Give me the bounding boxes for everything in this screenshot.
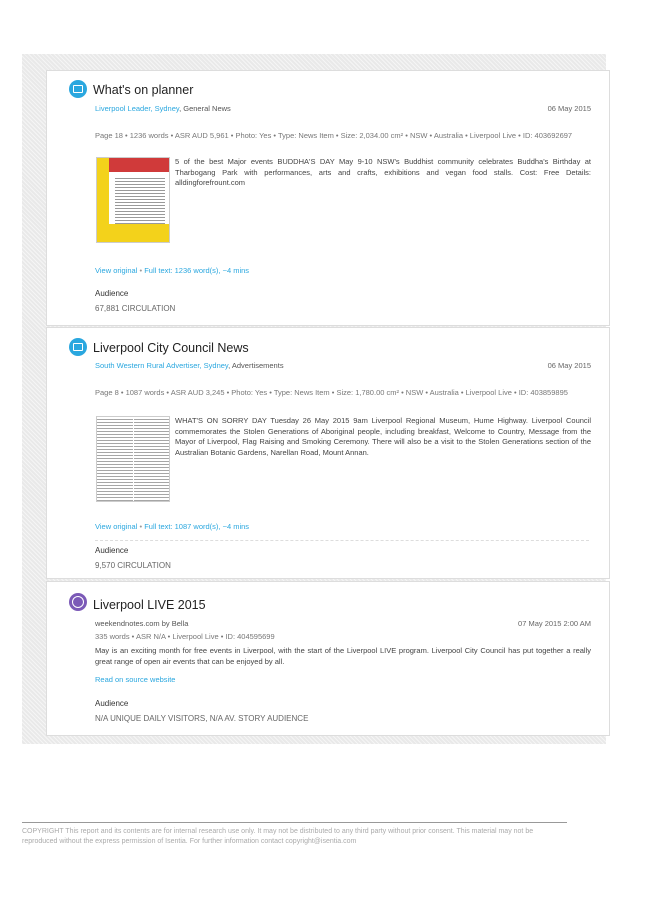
newspaper-icon <box>69 338 87 356</box>
article-meta: 335 words • ASR N/A • Liverpool Live • ID: 404595699 <box>95 632 275 641</box>
divider <box>95 540 589 541</box>
article-source <box>95 361 284 370</box>
audience-label: Audience <box>95 289 129 298</box>
clipping-thumbnail[interactable] <box>96 416 170 502</box>
article-card <box>46 327 610 579</box>
article-date: 07 May 2015 2:00 AM <box>518 619 591 628</box>
article-meta: Page 18 • 1236 words • ASR AUD 5,961 • Photo: Yes • Type: News Item • Size: 2,034.00 cm² • NSW • Australia • Liverpool Live • ID: 403692697 <box>95 131 573 140</box>
article-category: , General News <box>179 104 231 113</box>
article-excerpt: May is an exciting month for free events in Liverpool, with the start of the Liverpool LIVE program. Liverpool City Council has put together a really great range of open air events that can be enjoyed by all. <box>95 646 591 666</box>
article-source <box>95 104 231 113</box>
view-original-link[interactable]: View original <box>95 522 138 531</box>
audience-label: Audience <box>95 699 129 708</box>
audience-label: Audience <box>95 546 129 555</box>
copyright-footer: COPYRIGHT This report and its contents are for internal research use only. It may not be distributed to any third party without prior consent. This material may not be reproduced without the express permission of Isentia. For further information contact copyright@isentia.com <box>22 828 534 845</box>
full-text-link[interactable]: Full text: 1087 word(s), ~4 mins <box>144 522 250 531</box>
source-name: weekendnotes.com by Bella <box>95 619 189 628</box>
article-category: , Advertisements <box>228 361 284 370</box>
view-original-link[interactable]: View original <box>95 266 138 275</box>
source-link[interactable]: South Western Rural Advertiser, Sydney <box>95 361 229 370</box>
article-links: View original • Full text: 1236 word(s), ~4 mins <box>95 266 250 275</box>
full-text-link[interactable]: Full text: 1236 word(s), ~4 mins <box>144 266 250 275</box>
audience-value: 67,881 CIRCULATION <box>95 304 176 313</box>
newspaper-icon <box>69 80 87 98</box>
article-card <box>46 70 610 326</box>
audience-value: N/A UNIQUE DAILY VISITORS, N/A AV. STORY AUDIENCE <box>95 714 309 723</box>
article-source <box>95 619 188 628</box>
article-links: View original • Full text: 1087 word(s), ~4 mins <box>95 522 250 531</box>
article-title[interactable]: What's on planner <box>93 83 194 97</box>
audience-value: 9,570 CIRCULATION <box>95 561 171 570</box>
read-on-source-link[interactable]: Read on source website <box>95 675 176 684</box>
article-excerpt: WHAT'S ON SORRY DAY Tuesday 26 May 2015 9am Liverpool Regional Museum, Hume Highway. Liverpool Council commemorates the Stolen Generations of Aboriginal people, including breakfast, Welcome to Country, Message from the Mayor of Liverpool, Flag Raising and Smoking Ceremony. There will also be a visit to the Stolen Generations section of the Australian Botanic Gardens, Narellan Road, Mount Annan. <box>175 416 591 457</box>
source-link[interactable]: Liverpool Leader, Sydney <box>95 104 180 113</box>
footer-divider <box>22 822 567 823</box>
article-meta: Page 8 • 1087 words • ASR AUD 3,245 • Photo: Yes • Type: News Item • Size: 1,780.00 cm² • NSW • Australia • Liverpool Live • ID: 403859895 <box>95 388 568 397</box>
article-title[interactable]: Liverpool LIVE 2015 <box>93 598 206 612</box>
globe-icon <box>69 593 87 611</box>
article-title[interactable]: Liverpool City Council News <box>93 341 249 355</box>
article-excerpt: 5 of the best Major events BUDDHA'S DAY May 9-10 NSW's Buddhist community celebrates Buddha's Birthday at Tharbogang Park with performances, arts and crafts, exhibitions and vegan food stalls. Cost: Free Details: alldingforefrount.com <box>175 157 591 187</box>
clipping-thumbnail[interactable] <box>96 157 170 243</box>
article-date: 06 May 2015 <box>547 104 591 113</box>
article-date: 06 May 2015 <box>547 361 591 370</box>
article-card <box>46 581 610 736</box>
